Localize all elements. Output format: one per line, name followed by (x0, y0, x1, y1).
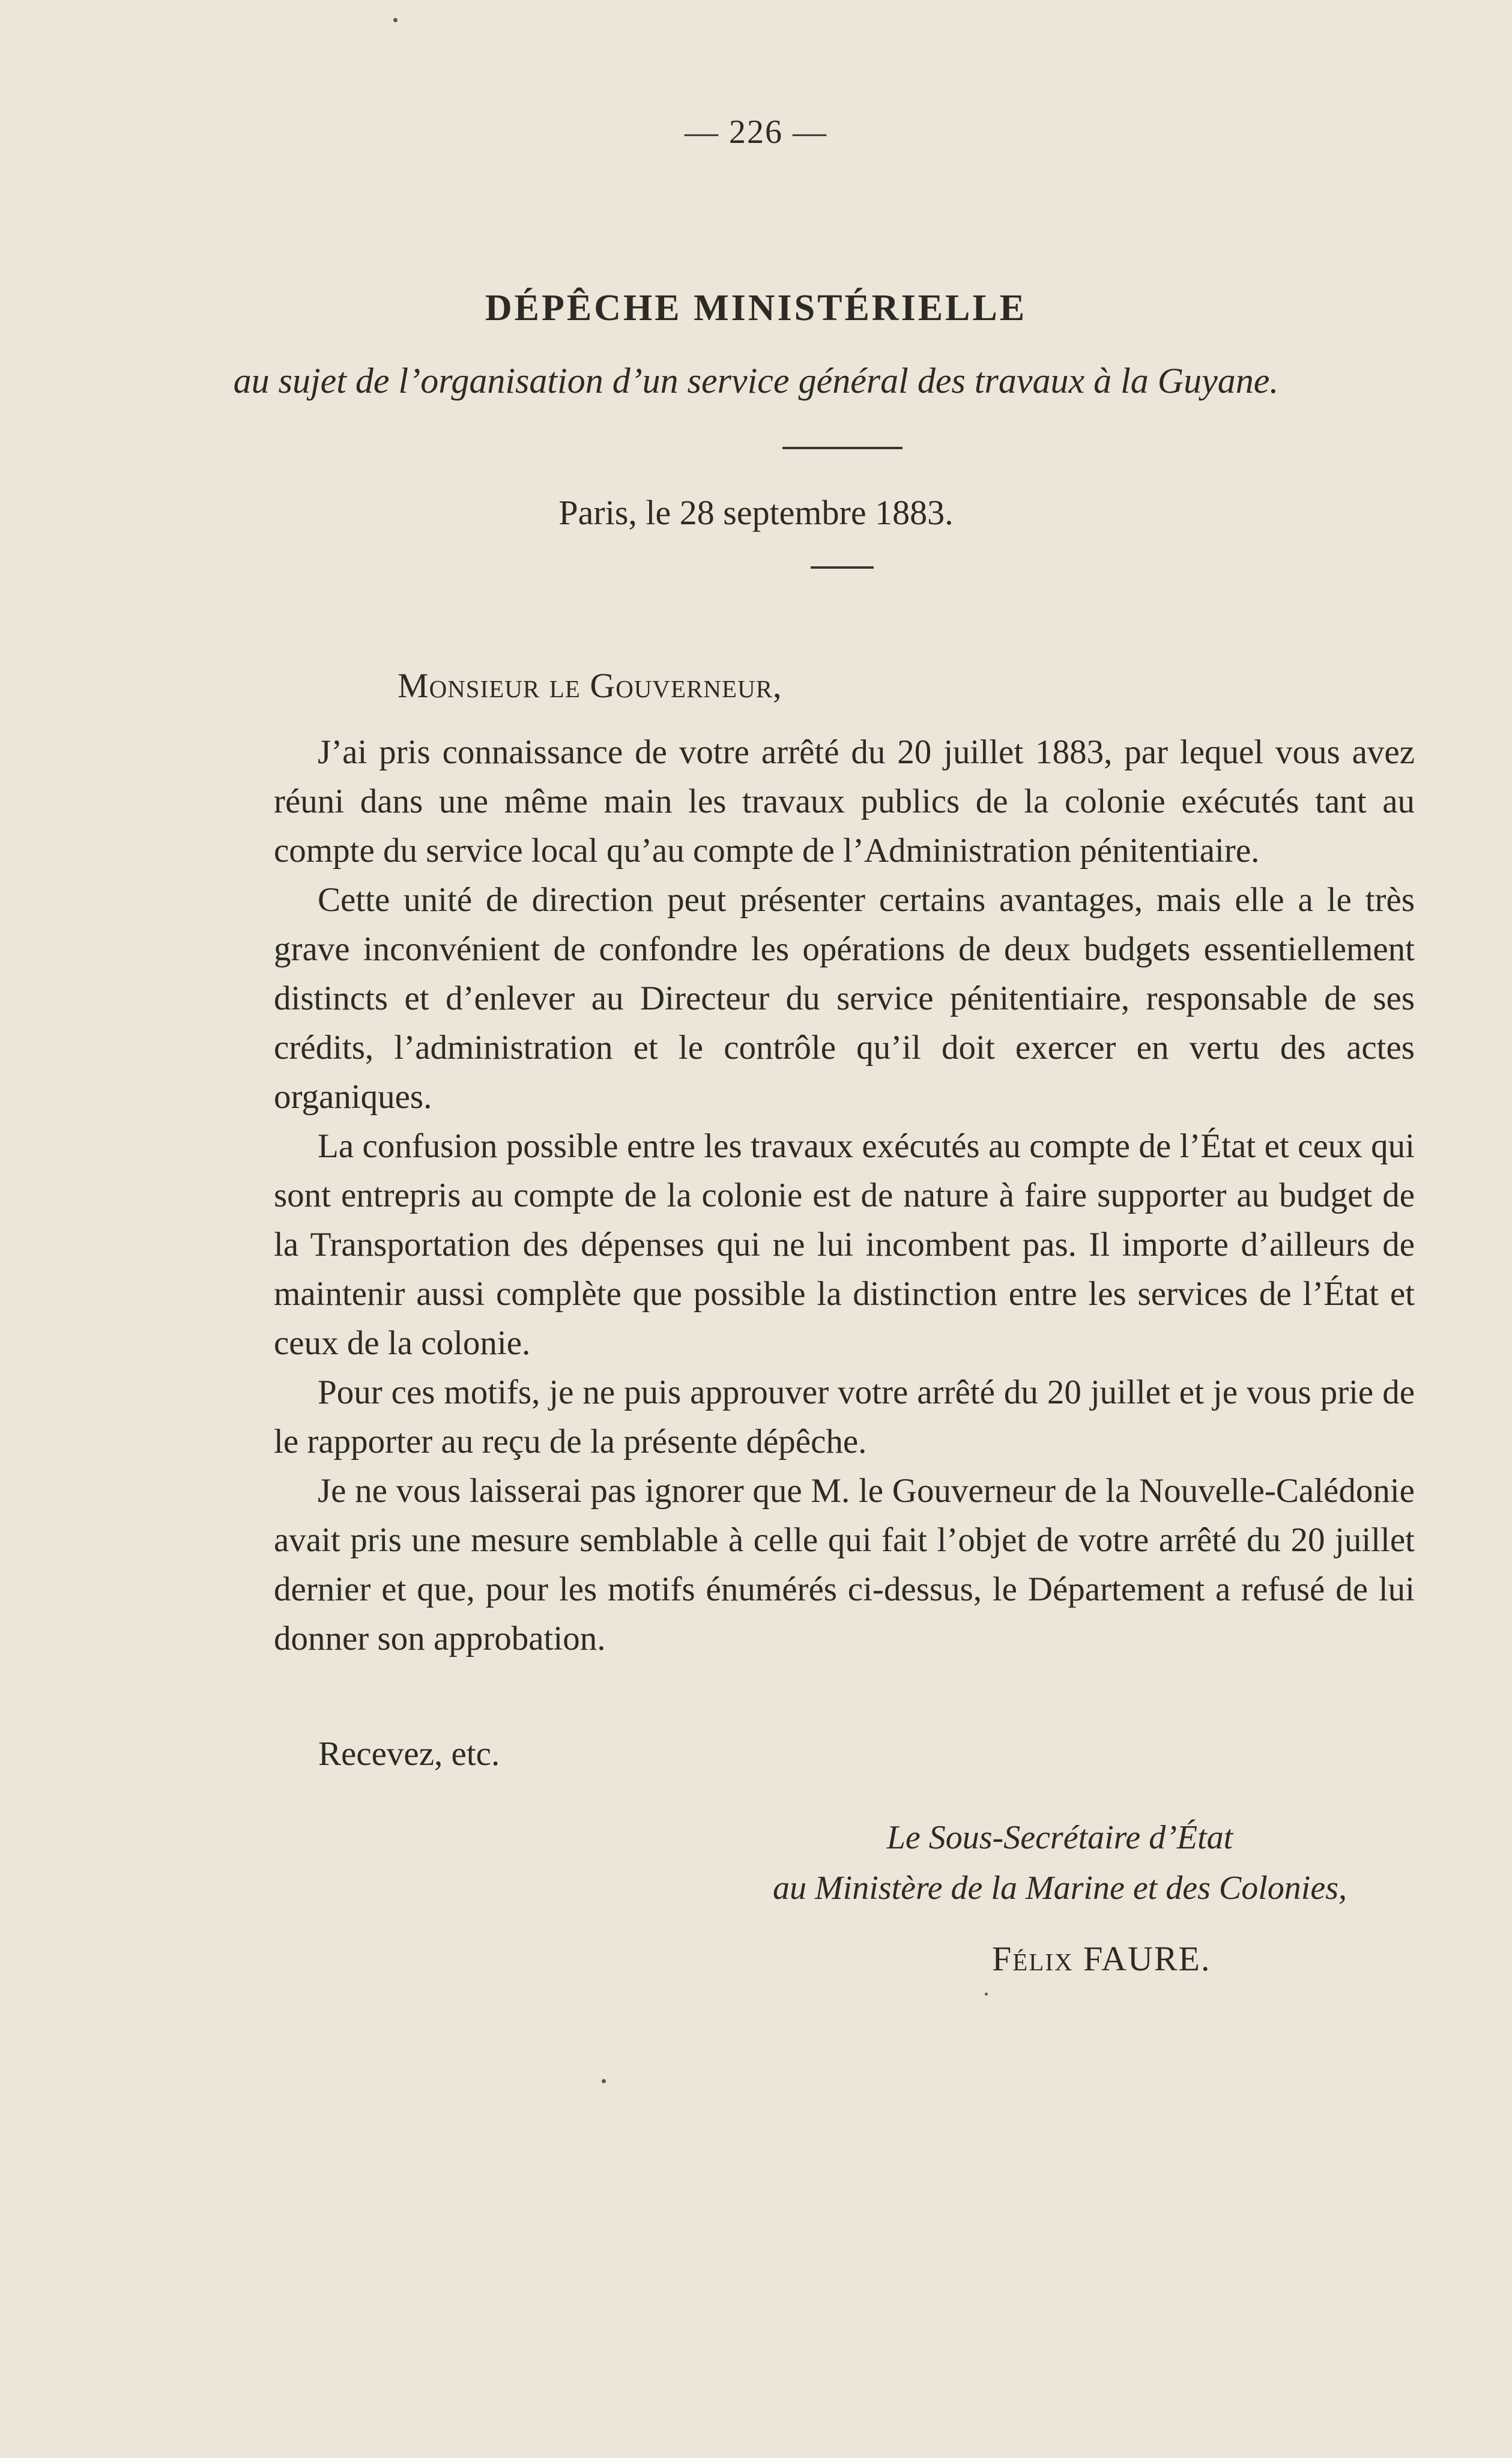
dateline: Paris, le 28 septembre 1883. (558, 493, 954, 532)
paragraph: Je ne vous laisserai pas ignorer que M. le Gouverneur de la Nouvelle-Calédonie avait pris une mesure semblable à celle qui fait l’objet de votre arrêté du 20 juillet dernier et que, pour les motifs énumérés ci-dessus, le Département a refusé de lui donner son approbation. (274, 1472, 1415, 1657)
closing-formula: Recevez, etc. (318, 1735, 500, 1773)
paragraph: J’ai pris connaissance de votre arrêté du 20 juillet 1883, par lequel vous avez réuni dans une même main les travaux publics de la colonie exécutés tant au compte du service local qu’au compte de l’Administration pénitentiaire. (274, 733, 1415, 870)
date-divider (811, 566, 874, 569)
paper-speck (393, 18, 398, 22)
paragraph: Pour ces motifs, je ne puis approuver votre arrêté du 20 juillet et je vous prie de le rapporter au reçu de la présente dépêche. (274, 1373, 1415, 1461)
signatory-title: Le Sous-Secrétaire d’État (886, 1819, 1233, 1856)
paragraph: La confusion possible entre les travaux exécutés au compte de l’État et ceux qui sont entrepris au compte de la colonie est de nature à faire supporter au budget de la Transportation des dépenses qui ne lui incombent pas. Il importe d’ailleurs de maintenir aussi complète que possible la distinction entre les services de l’État et ceux de la colonie. (274, 1127, 1415, 1362)
title-divider (782, 447, 903, 449)
paragraph: Cette unité de direction peut présenter certains avantages, mais elle a le très grave inconvénient de confondre les opérations de deux budgets essentiellement distincts et d’enlever au Directeur du service pénitentiaire, responsable de ses crédits, l’administration et le contrôle qu’il doit exercer en vertu des actes organiques. (274, 881, 1415, 1116)
salutation (398, 665, 782, 706)
signatory-ministry: au Ministère de la Marine et des Colonies, (773, 1869, 1347, 1907)
paper-speck (985, 1993, 988, 1996)
document-subtitle: au sujet de l’organisation d’un service général des travaux à la Guyane. (233, 361, 1279, 401)
page-number: — 226 — (685, 114, 827, 151)
document-title: DÉPÊCHE MINISTÉRIELLE (485, 288, 1027, 328)
signatory-name: Félix FAURE. (992, 1939, 1211, 1978)
letter-body (274, 728, 1415, 1663)
paper-speck (602, 2079, 606, 2083)
salutation-text: Monsieur le Gouverneur, (398, 666, 782, 705)
